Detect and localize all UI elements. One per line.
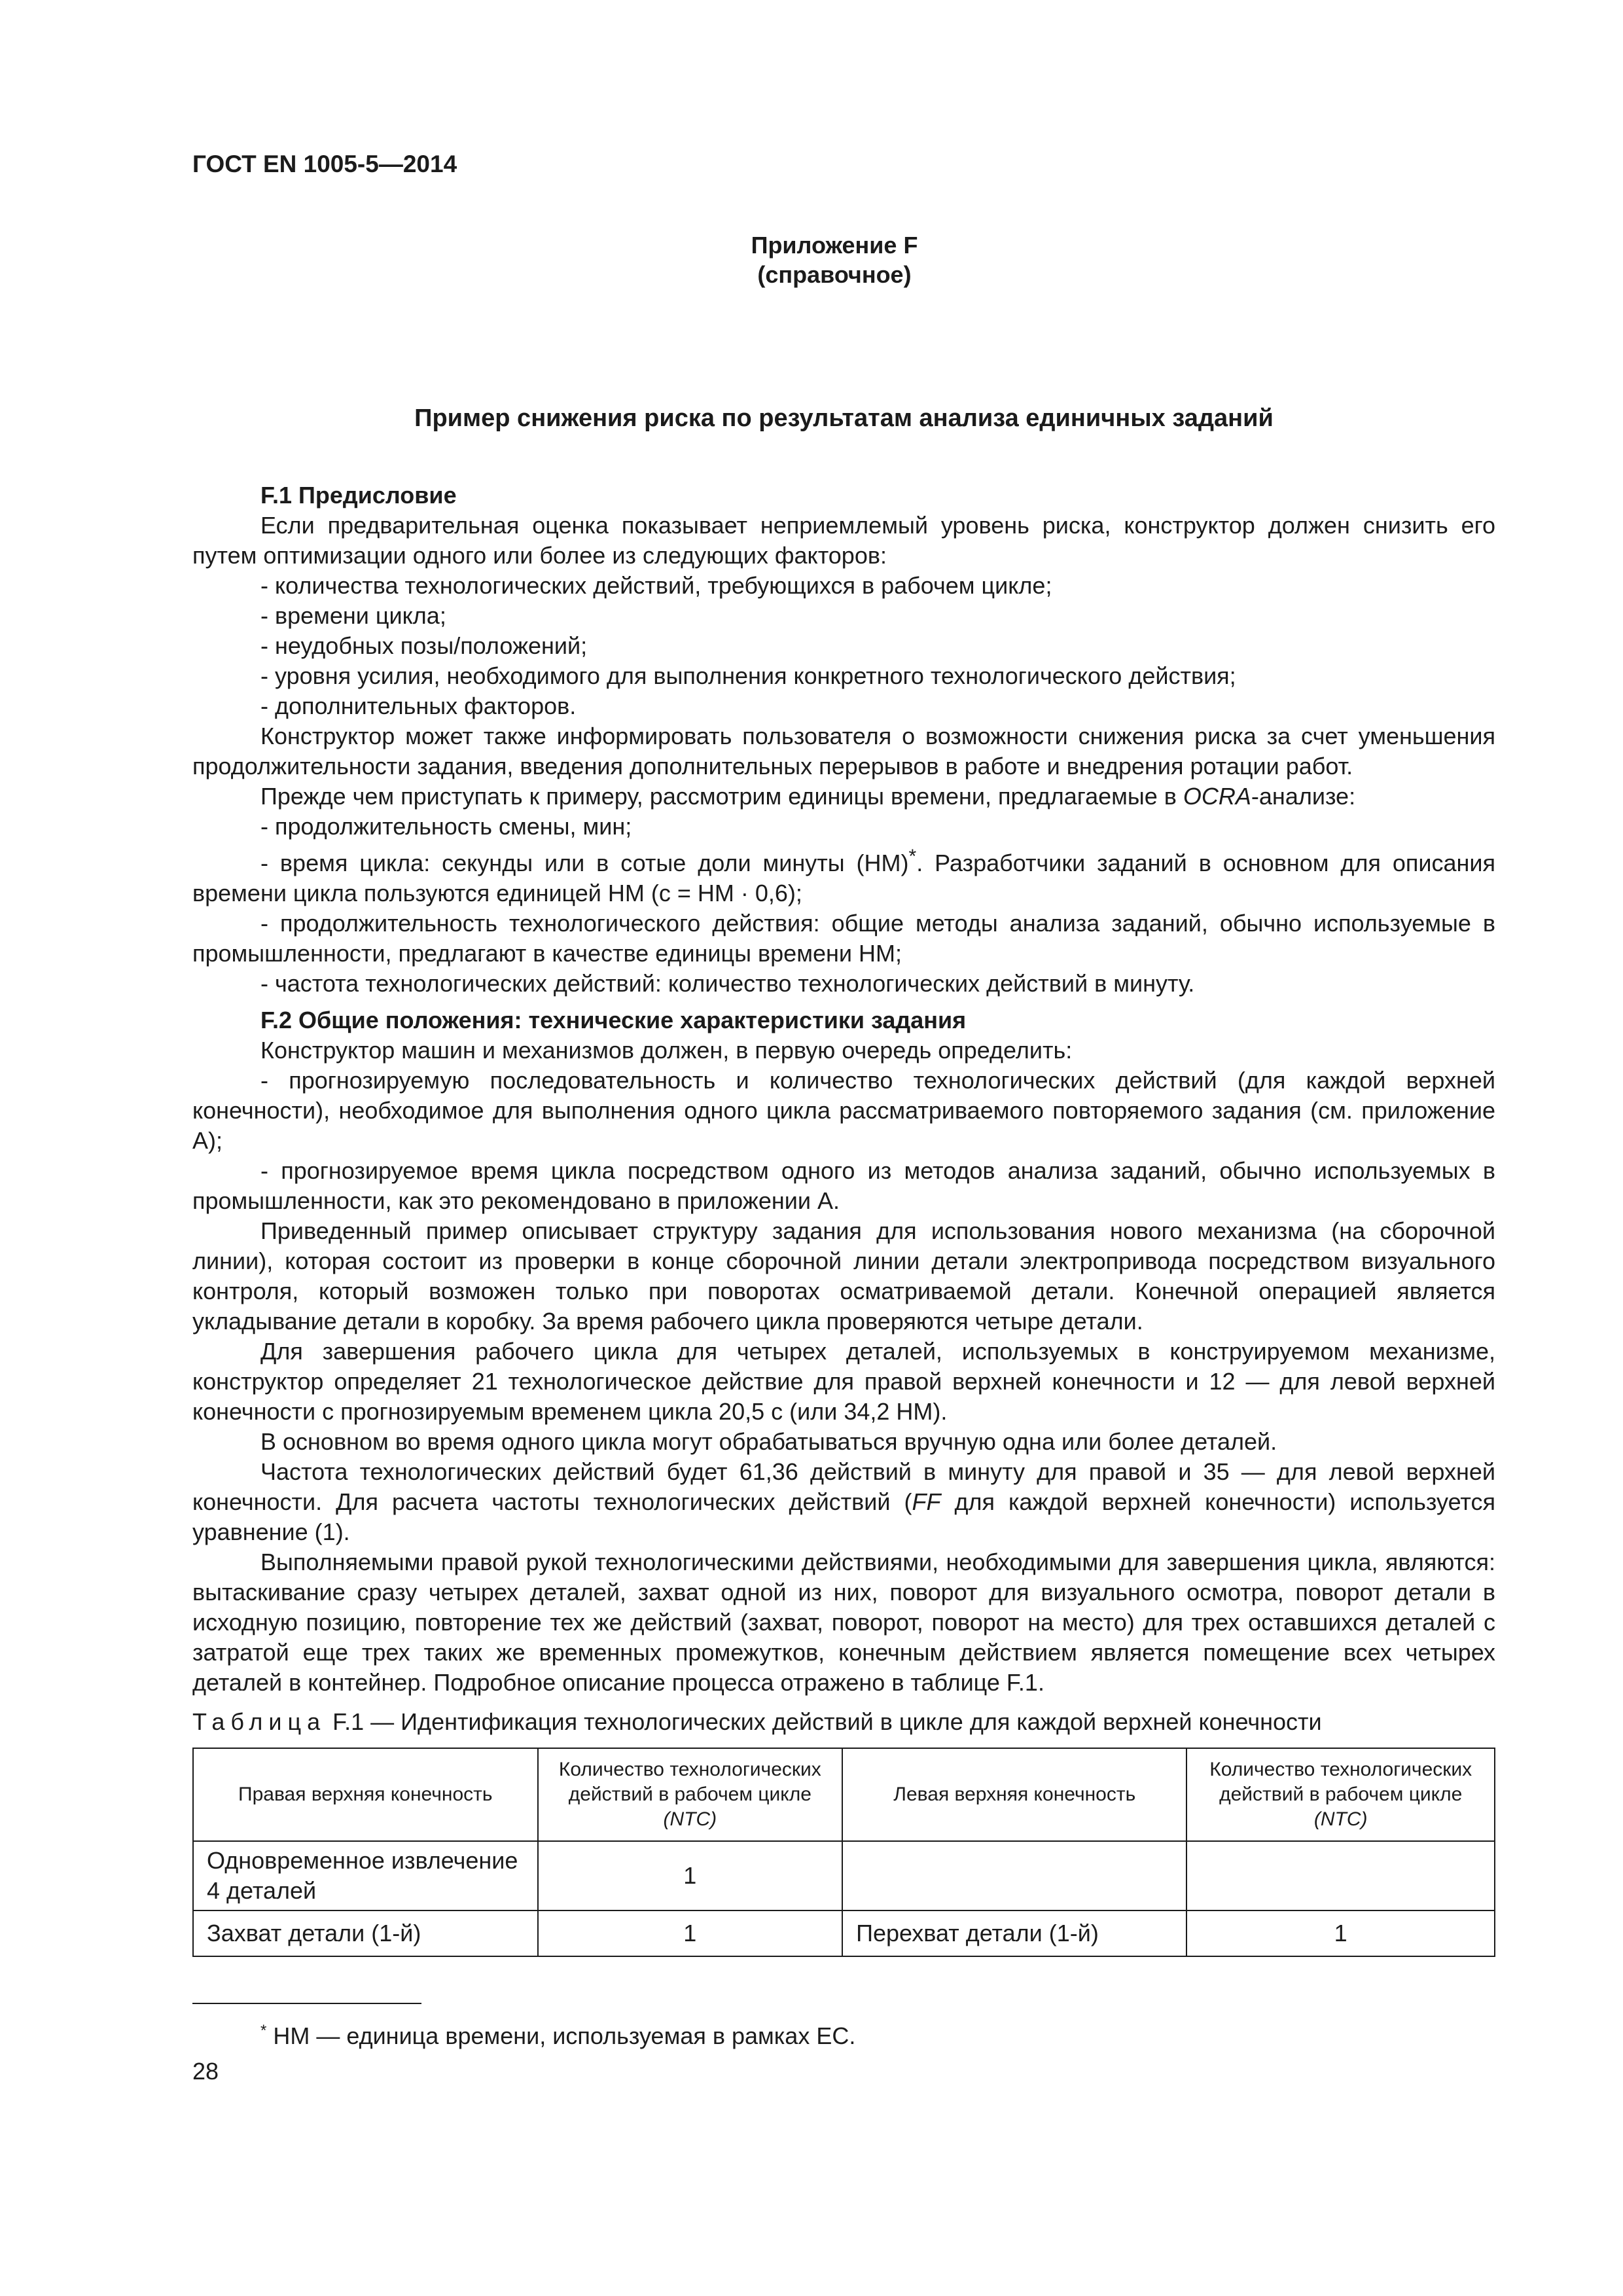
list-item — [192, 842, 1495, 908]
actions-table — [192, 1748, 1495, 1957]
text-run: для каждой верхней конечности) используется уравнение (1). — [192, 1488, 1495, 1545]
footnote — [260, 2016, 855, 2051]
list-item: - дополнительных факторов. — [260, 692, 577, 719]
text-run: -анализе: — [1251, 783, 1356, 810]
cell-ntc-left — [1186, 1841, 1495, 1910]
paragraph: Конструктор может также информировать пользователя о возможности снижения риска за счет уменьшения продолжительности задания, введения дополнительных перерывов в работе и внедрения ротации работ. — [192, 723, 1495, 780]
footnote-ref: * — [908, 846, 917, 867]
section-f1-heading: F.1 Предисловие — [260, 482, 457, 509]
page-number: 28 — [192, 2058, 219, 2085]
header-ntc-abbr: (NTC) — [663, 1808, 717, 1830]
list-item: - количества технологических действий, требующихся в рабочем цикле; — [260, 572, 1052, 599]
paragraph: Для завершения рабочего цикла для четырех деталей, используемых в конструируемом механизме, конструктор определяет 21 технологическое действие для правой верхней конечности и 12 — для левой верхней конечности с прогнозируемым временем цикла 20,5 с (или 34,2 НМ). — [192, 1338, 1495, 1425]
footnote-mark: * — [260, 2022, 267, 2039]
header-left-limb: Левая верхняя конечность — [842, 1748, 1186, 1841]
annex-type: (справочное) — [757, 261, 912, 288]
annex-label: Приложение F — [751, 232, 918, 259]
header-ntc-right — [538, 1748, 843, 1841]
cell-right-action: Захват детали (1-й) — [193, 1910, 538, 1956]
table-caption-text: F.1 — Идентификация технологических действий в цикле для каждой верхней конечности — [326, 1708, 1322, 1735]
text-run: Прежде чем приступать к примеру, рассмотрим единицы времени, предлагаемые в — [260, 783, 1183, 810]
table-caption-label: Таблица — [192, 1708, 327, 1735]
header-right-limb: Правая верхняя конечность — [193, 1748, 538, 1841]
paragraph — [192, 781, 1495, 812]
text-run: Частота технологических действий будет 61,36 действий в минуту для правой и 35 — для левой верхней конечности. Для расчета частоты технологических действий ( — [192, 1458, 1495, 1515]
paragraph — [192, 1457, 1495, 1547]
document-body — [192, 480, 1495, 1737]
table-caption — [192, 1707, 1495, 1737]
cell-ntc-left: 1 — [1186, 1910, 1495, 1956]
header-ntc-text: Количество технологических действий в рабочем цикле — [1209, 1759, 1472, 1805]
cell-left-action — [842, 1841, 1186, 1910]
section-f2-heading: F.2 Общие положения: технические характеристики задания — [260, 1007, 967, 1033]
list-item: - частота технологических действий: количество технологических действий в минуту. — [260, 970, 1195, 997]
cell-left-action: Перехват детали (1-й) — [842, 1910, 1186, 1956]
list-item: - прогнозируемую последовательность и количество технологических действий (для каждой верхней конечности), необходимое для выполнения одного цикла рассматриваемого повторяемого задания (см. приложение А); — [192, 1067, 1495, 1154]
text-run: . Разработчики заданий в основном для описания времени цикла пользуются единицей НМ (с = НМ · 0,6); — [192, 850, 1495, 906]
footnote-separator — [192, 2003, 421, 2004]
list-item: - продолжительность смены, мин; — [260, 813, 632, 840]
paragraph: В основном во время одного цикла могут обрабатываться вручную одна или более деталей. — [260, 1428, 1277, 1455]
paragraph: Если предварительная оценка показывает неприемлемый уровень риска, конструктор должен снизить его путем оптимизации одного или более из следующих факторов: — [192, 512, 1495, 569]
table-row — [193, 1841, 1495, 1910]
text-run: - время цикла: секунды или в сотые доли минуты (НМ) — [260, 850, 909, 876]
footnote-text: НМ — единица времени, используемая в рамках ЕС. — [266, 2022, 856, 2049]
spacer — [192, 999, 1495, 1005]
paragraph: Конструктор машин и механизмов должен, в первую очередь определить: — [260, 1037, 1073, 1064]
paragraph: Приведенный пример описывает структуру задания для использования нового механизма (на сборочной линии), которая состоит из проверки в конце сборочной линии детали электропривода посредством визуального контроля, который возможен только при поворотах осматриваемой детали. Конечной операцией является укладывание детали в коробку. За время рабочего цикла проверяются четыре детали. — [192, 1217, 1495, 1335]
cell-right-action: Одновременное извлечение 4 деталей — [193, 1841, 538, 1910]
ocra-term: OCRA — [1183, 783, 1251, 810]
annex-title: Пример снижения риска по результатам анализа единичных заданий — [414, 404, 1274, 432]
list-item: - продолжительность технологического действия: общие методы анализа заданий, обычно используемые в промышленности, предлагают в качестве единицы времени НМ; — [192, 910, 1495, 967]
header-ntc-abbr: (NTC) — [1313, 1808, 1368, 1830]
list-item: - времени цикла; — [260, 602, 446, 629]
list-item: - уровня усилия, необходимого для выполнения конкретного технологического действия; — [260, 662, 1236, 689]
cell-ntc-right: 1 — [538, 1910, 843, 1956]
header-ntc-text: Количество технологических действий в рабочем цикле — [558, 1759, 821, 1805]
header-ntc-left — [1186, 1748, 1495, 1841]
cell-ntc-right: 1 — [538, 1841, 843, 1910]
list-item: - прогнозируемое время цикла посредством одного из методов анализа заданий, обычно используемых в промышленности, как это рекомендовано в приложении А. — [192, 1157, 1495, 1214]
paragraph: Выполняемыми правой рукой технологическими действиями, необходимыми для завершения цикла, являются: вытаскивание сразу четырех деталей, захват одной из них, поворот для визуального осмотра, поворот детали в исходную позицию, повторение тех же действий (захват, поворот, поворот на место) для трех оставшихся деталей с затратой еще трех таких же временных промежутков, конечным действием является помещение всех четырех деталей в контейнер. Подробное описание процесса отражено в таблице F.1. — [192, 1549, 1495, 1696]
table-row — [193, 1910, 1495, 1956]
table-header-row — [193, 1748, 1495, 1841]
list-item: - неудобных позы/положений; — [260, 632, 588, 659]
standard-header: ГОСТ EN 1005-5—2014 — [192, 151, 457, 177]
ff-term: FF — [912, 1488, 941, 1515]
